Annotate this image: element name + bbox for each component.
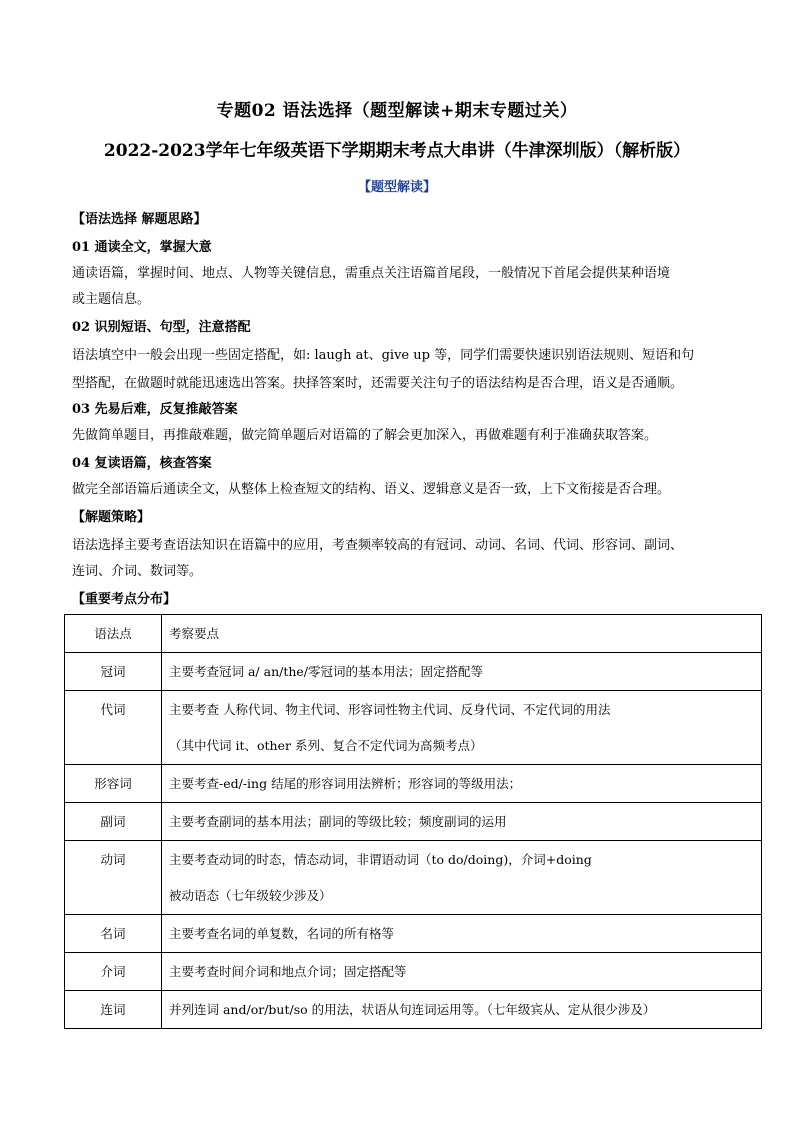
key-points-table xyxy=(64,614,762,1029)
row-point: 动词 xyxy=(65,841,162,915)
step-1-heading: 01 通读全文，掌握大意 xyxy=(72,240,212,255)
table-row xyxy=(65,991,762,1029)
step-4-body-line-1: 做完全部语篇后通读全文，从整体上检查短文的结构、语义、逻辑意义是否一致，上下文衔接是否合理。 xyxy=(72,482,671,497)
strategy-body-line-1: 语法选择主要考查语法知识在语篇中的应用，考查频率较高的有冠词、动词、名词、代词、形容词、副词、 xyxy=(72,538,684,553)
step-2-body-line-1: 语法填空中一般会出现一些固定搭配，如: laugh at、give up 等，同学们需要快速识别语法规则、短语和句 xyxy=(72,348,695,363)
row-content-cell xyxy=(162,691,762,765)
distribution-heading: 【重要考点分布】 xyxy=(72,592,177,607)
row-point: 名词 xyxy=(65,915,162,953)
header-grammar-point: 语法点 xyxy=(65,615,162,653)
row-content: 主要考查名词的单复数，名词的所有格等 xyxy=(162,915,762,953)
strategy-body-line-2: 连词、介词、数词等。 xyxy=(72,564,203,579)
row-content-extra: 被动语态（七年级较少涉及） xyxy=(169,888,332,903)
table-row xyxy=(65,953,762,991)
row-point: 代词 xyxy=(65,691,162,765)
strategy-heading: 【解题策略】 xyxy=(72,510,151,525)
title-line-1: 专题02 语法选择（题型解读+期末专题过关） xyxy=(216,101,578,121)
row-content: 主要考查时间介词和地点介词；固定搭配等 xyxy=(162,953,762,991)
step-3-body-line-1: 先做简单题目，再推敲难题，做完简单题后对语篇的了解会更加深入，再做难题有利于准确获取答案。 xyxy=(72,428,658,443)
step-3-heading: 03 先易后难，反复推敲答案 xyxy=(72,402,238,417)
row-point: 冠词 xyxy=(65,653,162,691)
approach-heading: 【语法选择 解题思路】 xyxy=(72,212,207,227)
step-2-body-line-2: 型搭配，在做题时就能迅速选出答案。抉择答案时，还需要关注句子的语法结构是否合理，语义是否通顺。 xyxy=(72,376,684,391)
row-point: 介词 xyxy=(65,953,162,991)
table-row xyxy=(65,915,762,953)
row-point: 形容词 xyxy=(65,765,162,803)
header-exam-points: 考察要点 xyxy=(162,615,762,653)
row-content: 主要考查冠词 a/ an/the/零冠词的基本用法；固定搭配等 xyxy=(162,653,762,691)
row-point: 连词 xyxy=(65,991,162,1029)
row-content: 主要考查副词的基本用法；副词的等级比较；频度副词的运用 xyxy=(162,803,762,841)
step-1-body-line-2: 或主题信息。 xyxy=(72,292,151,307)
row-content-extra: （其中代词 it、other 系列、复合不定代词为高频考点） xyxy=(169,738,483,753)
title-line-2: 2022-2023学年七年级英语下学期期末考点大串讲（牛津深圳版）（解析版） xyxy=(103,141,691,161)
row-content: 主要考查-ed/-ing 结尾的形容词用法辨析；形容词的等级用法； xyxy=(162,765,762,803)
row-content: 并列连词 and/or/but/so 的用法，状语从句连词运用等。（七年级宾从、定从很少涉及） xyxy=(162,991,762,1029)
table-row xyxy=(65,653,762,691)
row-point: 副词 xyxy=(65,803,162,841)
row-content: 主要考查动词的时态，情态动词，非谓语动词（to do/doing)，介词+doing xyxy=(169,852,592,867)
section-label: 【题型解读】 xyxy=(357,180,436,195)
table-row xyxy=(65,803,762,841)
step-1-body-line-1: 通读语篇，掌握时间、地点、人物等关键信息，需重点关注语篇首尾段，一般情况下首尾会提供某种语境 xyxy=(72,266,671,281)
table-header-row xyxy=(65,615,762,653)
table-row xyxy=(65,765,762,803)
row-content: 主要考查 人称代词、物主代词、形容词性物主代词、反身代词、不定代词的用法 xyxy=(169,702,611,717)
table-row xyxy=(65,691,762,765)
table-row xyxy=(65,841,762,915)
row-content-cell xyxy=(162,841,762,915)
step-2-heading: 02 识别短语、句型，注意搭配 xyxy=(72,320,251,335)
step-4-heading: 04 复读语篇，核查答案 xyxy=(72,456,212,471)
